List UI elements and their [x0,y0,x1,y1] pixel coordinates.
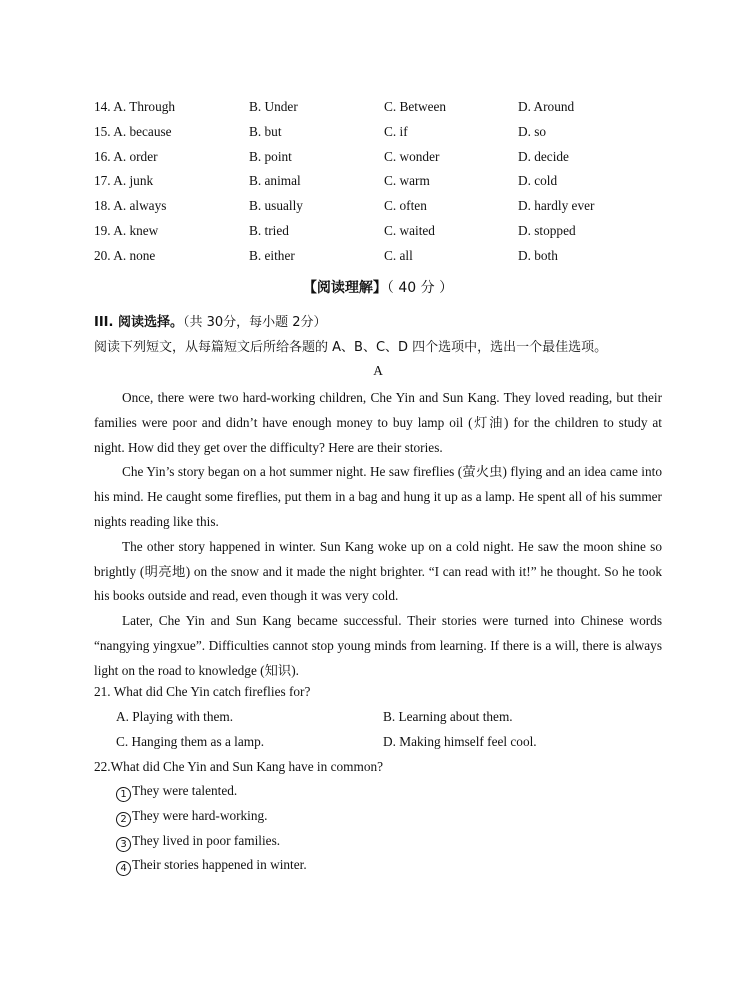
choice-a: 16. A. order [94,148,158,164]
choice-a: 17. A. junk [94,173,154,189]
section-heading [0,277,756,299]
choice-d: D. cold [518,173,558,189]
choice-b: B. usually [249,198,303,214]
choice-row-15 [94,122,694,147]
circled-number: 1 [116,787,131,802]
choice-row-16 [94,147,694,172]
statement-item: 4 Their stories happened in winter. [116,855,307,876]
statement-item: 3 They lived in poor families. [116,831,280,852]
option-b: B. Learning about them. [383,709,513,724]
choice-a: 14. A. Through [94,99,176,114]
choice-c: C. wonder [384,148,440,164]
cloze-choices [94,97,694,271]
choice-d: D. both [518,247,558,263]
part-title: III. 阅读选择。 [94,315,183,330]
choice-b: B. either [249,247,295,263]
choice-b: B. Under [249,99,298,114]
choice-c: C. Between [384,99,447,114]
part-note: （共 30分，每小题 2分） [182,315,327,330]
choice-c: C. often [384,198,427,214]
part-heading [94,313,327,333]
instruction-text: 阅读下列短文，从每篇短文后所给各题的 A、B、C、D 四个选项中，选出一个最佳选项。 [94,340,608,355]
section-points: （ 40 分 ） [386,280,454,296]
choice-c: C. all [384,247,413,263]
choice-c: C. warm [384,173,430,189]
paragraph: Che Yin’s story began on a hot summer night. He saw fireflies (萤火虫) flying and an idea came into his mind. He caught some fireflies, put them in a bag and hung it up as a lamp. He spent all of his summer nights reading like this. [94,464,662,529]
section-title: 【阅读理解】 [302,280,387,296]
choice-a: 20. A. none [94,247,156,263]
statement-item: 1 They were talented. [116,781,237,802]
choice-b: B. tried [249,222,289,238]
choice-a: 18. A. always [94,198,167,214]
choice-b: B. point [249,148,292,164]
statement-item: 2 They were hard-working. [116,806,268,827]
circled-number: 4 [116,861,131,876]
choice-d: D. stopped [518,222,576,238]
choice-c: C. if [384,123,408,139]
choice-row-14 [94,97,694,122]
choice-row-20 [94,246,694,271]
paragraph: The other story happened in winter. Sun Kang woke up on a cold night. He saw the moon shine so brightly (明亮地) on the snow and it made the night brighter. “I can read with it!” he thought. So he took his books outside and read, even though it was very cold. [94,538,662,604]
option-c: C. Hanging them as a lamp. [116,734,265,749]
paragraph: Once, there were two hard-working children, Che Yin and Sun Kang. They loved reading, but their families were poor and didn’t have enough money to buy lamp oil (灯油) for the children to study at night. How did they get over the difficulty? Here are their stories. [94,390,662,455]
circled-number: 3 [116,837,131,852]
choice-b: B. but [249,123,282,139]
choice-d: D. hardly ever [518,198,595,214]
choice-b: B. animal [249,173,301,189]
question-21: 21. What did Che Yin catch fireflies for? [94,684,311,699]
choice-row-19 [94,221,694,246]
question-22: 22.What did Che Yin and Sun Kang have in common? [94,759,384,774]
option-d: D. Making himself feel cool. [383,734,537,749]
passage-label: A [373,363,383,378]
option-a: A. Playing with them. [116,709,234,724]
choice-row-17 [94,171,694,196]
reading-passage [94,386,662,684]
paragraph: Later, Che Yin and Sun Kang became successful. Their stories were turned into Chinese words “nangying yingxue”. Difficulties cannot stop young minds from learning. If there is a will, there is always light on the road to knowledge (知识). [94,613,662,678]
choice-a: 15. A. because [94,123,172,139]
choice-row-18 [94,196,694,221]
choice-d: D. Around [518,99,575,114]
circled-number: 2 [116,812,131,827]
choice-d: D. so [518,123,547,139]
choice-d: D. decide [518,148,569,164]
choice-c: C. waited [384,222,435,238]
choice-a: 19. A. knew [94,222,159,238]
